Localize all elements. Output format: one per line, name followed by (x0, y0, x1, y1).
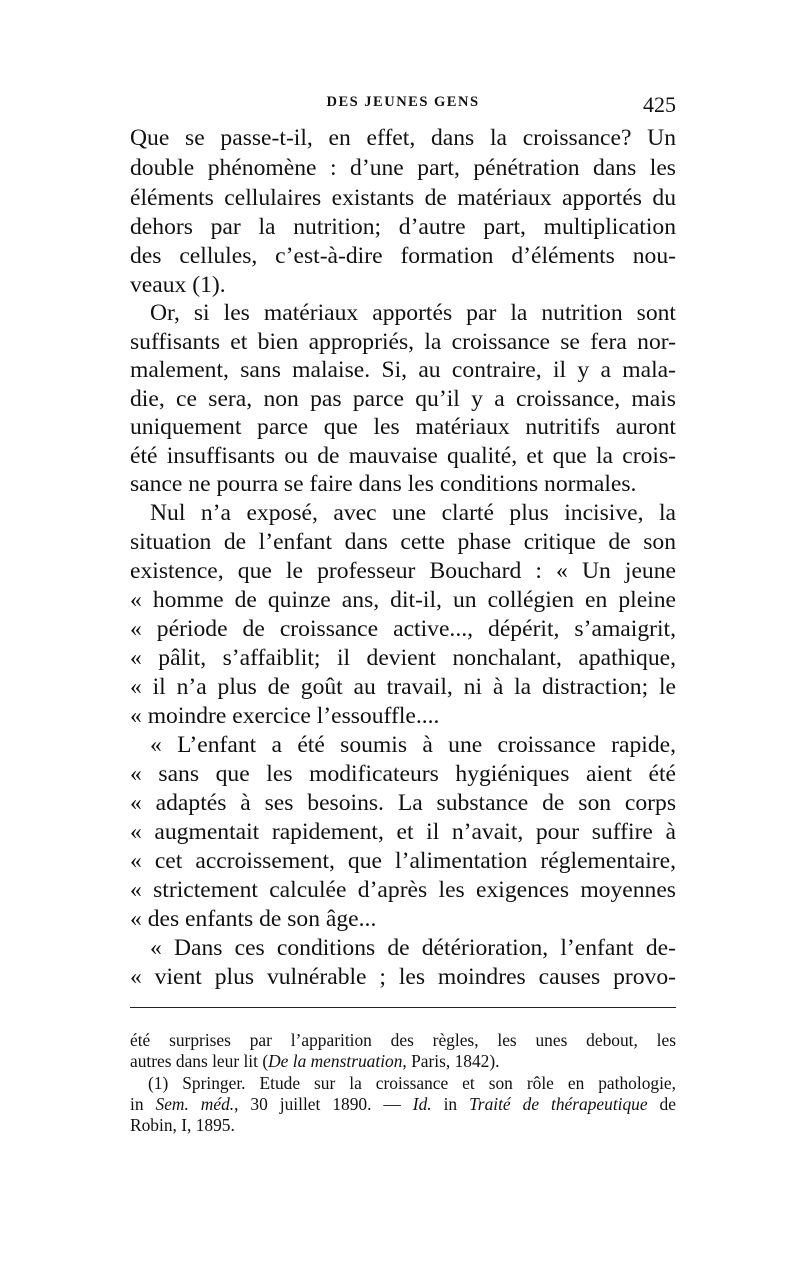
body-line: « homme de quinze ans, dit-il, un collégien en pleine (130, 587, 676, 613)
body-line: existence, que le professeur Bouchard : « Un jeune (130, 558, 676, 584)
page-number: 425 (643, 92, 676, 117)
footnote-line: autres dans leur lit (De la menstruation, Paris, 1842). (130, 1051, 500, 1071)
footnote-rule (130, 1007, 676, 1008)
body-line: « moindre exercice l’essouffle.... (130, 703, 440, 729)
running-title: DES JEUNES GENS (326, 94, 480, 110)
body-line: suffisants et bien appropriés, la croissance se fera nor- (130, 329, 676, 355)
page-header (130, 92, 676, 116)
body-line: « vient plus vulnérable ; les moindres causes provo- (130, 964, 676, 990)
body-line: « des enfants de son âge... (130, 906, 377, 932)
body-line: « période de croissance active..., dépérit, s’amaigrit, (130, 616, 676, 642)
footnote-line: (1) Springer. Etude sur la croissance et son rôle en pathologie, (148, 1073, 676, 1093)
body-line: dehors par la nutrition; d’autre part, multiplication (130, 214, 676, 240)
body-line: été insuffisants ou de mauvaise qualité, et que la crois- (130, 443, 676, 469)
body-line: uniquement parce que les matériaux nutritifs auront (130, 414, 676, 440)
body-line: veaux (1). (130, 272, 226, 298)
footnote-line: in Sem. méd., 30 juillet 1890. — Id. in Traité de thérapeutique de (130, 1094, 676, 1114)
body-line: die, ce sera, non pas parce qu’il y a croissance, mais (130, 386, 676, 412)
body-line: des cellules, c’est-à-dire formation d’éléments nou- (130, 243, 676, 269)
footnote-italic: Id. (412, 1094, 432, 1114)
body-line: « sans que les modificateurs hygiéniques aient été (130, 761, 676, 787)
body-line: double phénomène : d’une part, pénétration dans les (130, 155, 676, 181)
footnote-italic: Sem. méd. (155, 1094, 235, 1114)
body-line: « adaptés à ses besoins. La substance de son corps (130, 790, 676, 816)
body-line: Que se passe-t-il, en effet, dans la croissance? Un (130, 125, 676, 151)
footnote-italic: De la menstruation (268, 1051, 403, 1071)
body-line: « Dans ces conditions de détérioration, l’enfant de- (150, 935, 676, 961)
footnote-line: été surprises par l’apparition des règles, les unes debout, les (130, 1030, 676, 1050)
body-line: « il n’a plus de goût au travail, ni à la distraction; le (130, 674, 676, 700)
body-line: éléments cellulaires existants de matériaux apportés du (130, 185, 676, 211)
body-line: « pâlit, s’affaiblit; il devient nonchalant, apathique, (130, 645, 676, 671)
body-line: « augmentait rapidement, et il n’avait, pour suffire à (130, 819, 676, 845)
body-line: malement, sans malaise. Si, au contraire, il y a mala- (130, 357, 676, 383)
body-line: Nul n’a exposé, avec une clarté plus incisive, la (150, 500, 676, 526)
footnote-italic: Traité de thérapeutique (469, 1094, 648, 1114)
body-line: « L’enfant a été soumis à une croissance rapide, (150, 732, 676, 758)
body-line: « cet accroissement, que l’alimentation réglementaire, (130, 848, 676, 874)
body-line: situation de l’enfant dans cette phase critique de son (130, 529, 676, 555)
body-line: « strictement calculée d’après les exigences moyennes (130, 877, 676, 903)
body-line: Or, si les matériaux apportés par la nutrition sont (150, 300, 676, 326)
footnote-line: Robin, I, 1895. (130, 1115, 235, 1135)
body-line: sance ne pourra se faire dans les conditions normales. (130, 471, 637, 497)
